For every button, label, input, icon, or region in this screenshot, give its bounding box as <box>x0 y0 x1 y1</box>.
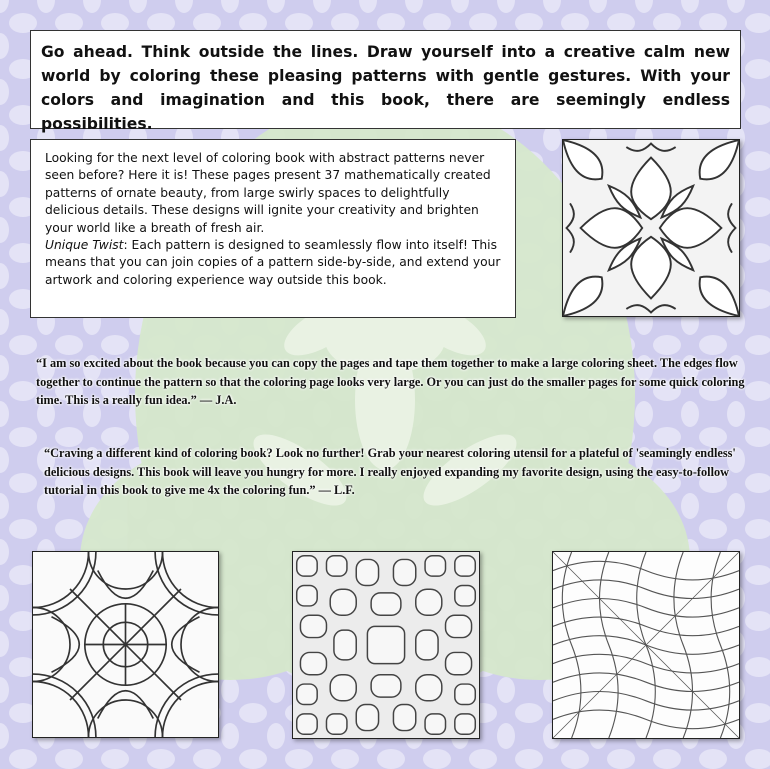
description-paragraph: Looking for the next level of coloring book with abstract patterns never seen before? Here it is! These pages present 37 mathematically created patterns of ornate beauty, from large swirly spaces to delightfully delicious details. These designs will ignite your creativity and brighten your world like a breath of fresh air. <box>45 151 491 235</box>
unique-twist-label: Unique Twist <box>45 238 124 253</box>
testimonial-quote: “I am so excited about the book because you can copy the pages and tape them together to make a large coloring sheet. The edges flow together to continue the pattern so that the coloring page looks very large. Or you can just do the smaller pages for some quick coloring time. This is a really fun idea.” — J.A. <box>36 356 745 408</box>
sample-pattern-arcs <box>32 551 219 738</box>
sample-pattern-tiles <box>292 551 480 739</box>
sample-pattern-swirl <box>562 139 740 317</box>
headline-text: Go ahead. Think outside the lines. Draw yourself into a creative calm new world by coloring these pleasing patterns with gentle gestures. With your colors and imagination and this book, there are seemingly endless possibilities. <box>41 43 730 133</box>
description-box <box>30 139 516 318</box>
unique-twist-text: : Each pattern is designed to seamlessly flow into itself! This means that you can join copies of a pattern side-by-side, and extend your artwork and coloring experience way outside this book. <box>45 238 501 287</box>
unique-twist-paragraph <box>45 237 507 289</box>
testimonial-quote: “Craving a different kind of coloring book? Look no further! Grab your nearest coloring utensil for a plateful of 'seamingly endless' delicious designs. This book will leave you hungry for more. I really enjoyed expanding my favorite design, using the easy-to-follow tutorial in this book to give me 4x the coloring fun.” — L.F. <box>44 446 736 498</box>
headline-box <box>30 30 741 133</box>
sample-pattern-weave <box>552 551 740 739</box>
